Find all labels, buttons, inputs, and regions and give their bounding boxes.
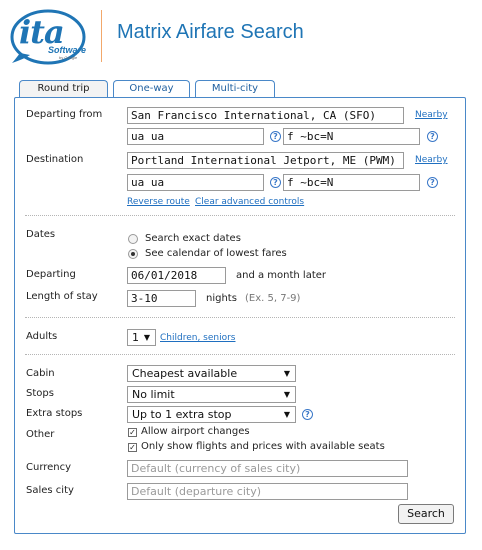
dates-label: Dates bbox=[26, 229, 56, 240]
destination-label: Destination bbox=[26, 154, 84, 165]
logo-text: ita bbox=[19, 13, 64, 51]
header bbox=[0, 0, 482, 70]
tab-one-way[interactable]: One-way bbox=[113, 80, 190, 98]
search-form-panel bbox=[14, 97, 466, 534]
other-label: Other bbox=[26, 429, 55, 440]
stops-label: Stops bbox=[26, 388, 54, 399]
chevron-down-icon: ▼ bbox=[283, 369, 290, 378]
calendar-lowest-fares-radio[interactable] bbox=[128, 249, 138, 259]
clear-advanced-controls-link[interactable]: Clear advanced controls bbox=[195, 197, 305, 207]
chevron-down-icon: ▼ bbox=[283, 410, 290, 419]
adults-select-value: 1 bbox=[132, 331, 139, 344]
destination-nearby-link[interactable]: Nearby bbox=[415, 155, 448, 165]
destination-input[interactable]: Portland International Jetport, ME (PWM) bbox=[127, 152, 404, 169]
departing-from-input[interactable]: San Francisco International, CA (SFO) bbox=[127, 107, 404, 124]
stops-select-value: No limit bbox=[132, 388, 175, 401]
destination-routing-help-icon[interactable]: ? bbox=[270, 177, 281, 188]
departing-date-label: Departing bbox=[26, 269, 76, 280]
cabin-label: Cabin bbox=[26, 368, 55, 379]
allow-airport-changes-label: Allow airport changes bbox=[141, 426, 250, 437]
adults-select[interactable] bbox=[127, 329, 156, 346]
chevron-down-icon: ▼ bbox=[283, 390, 290, 399]
chevron-down-icon: ▼ bbox=[143, 333, 150, 342]
extra-stops-help-icon[interactable]: ? bbox=[302, 409, 313, 420]
search-button[interactable]: Search bbox=[398, 504, 454, 524]
currency-input[interactable]: Default (currency of sales city) bbox=[127, 460, 408, 477]
extra-stops-select[interactable] bbox=[127, 406, 296, 423]
ita-software-logo[interactable] bbox=[10, 7, 90, 65]
cabin-select[interactable] bbox=[127, 365, 296, 382]
stops-select[interactable] bbox=[127, 386, 296, 403]
logo-subtext: Software bbox=[48, 45, 87, 55]
destination-routing-codes-input[interactable]: ua ua bbox=[127, 174, 264, 191]
departing-extension-codes-input[interactable]: f ~bc=N bbox=[283, 128, 420, 145]
departing-date-input[interactable]: 06/01/2018 bbox=[127, 267, 226, 284]
destination-extension-help-icon[interactable]: ? bbox=[427, 177, 438, 188]
search-exact-dates-radio[interactable] bbox=[128, 234, 138, 244]
children-seniors-link[interactable]: Children, seniors bbox=[160, 333, 236, 343]
cabin-select-value: Cheapest available bbox=[132, 367, 238, 380]
search-exact-dates-label: Search exact dates bbox=[145, 233, 241, 244]
length-of-stay-hint: (Ex. 5, 7-9) bbox=[245, 293, 301, 304]
length-of-stay-input[interactable]: 3-10 bbox=[127, 290, 196, 307]
reverse-route-link[interactable]: Reverse route bbox=[127, 197, 190, 207]
extra-stops-label: Extra stops bbox=[26, 408, 83, 419]
destination-extension-codes-input[interactable]: f ~bc=N bbox=[283, 174, 420, 191]
departing-range-text: and a month later bbox=[236, 270, 327, 281]
logo-by-google: by Google bbox=[59, 55, 78, 60]
logo-divider bbox=[101, 10, 102, 62]
departing-routing-help-icon[interactable]: ? bbox=[270, 131, 281, 142]
section-divider bbox=[25, 317, 455, 318]
departing-extension-help-icon[interactable]: ? bbox=[427, 131, 438, 142]
sales-city-label: Sales city bbox=[26, 485, 74, 496]
currency-label: Currency bbox=[26, 462, 72, 473]
section-divider bbox=[25, 215, 455, 216]
tab-multi-city[interactable]: Multi-city bbox=[195, 80, 275, 98]
extra-stops-select-value: Up to 1 extra stop bbox=[132, 408, 232, 421]
allow-airport-changes-checkbox[interactable]: ✓ bbox=[129, 428, 136, 437]
departing-from-label: Departing from bbox=[26, 109, 103, 120]
length-of-stay-label: Length of stay bbox=[26, 291, 98, 302]
available-seats-only-checkbox[interactable]: ✓ bbox=[129, 443, 136, 452]
calendar-lowest-fares-label: See calendar of lowest fares bbox=[145, 248, 287, 259]
nights-unit-label: nights bbox=[206, 293, 237, 304]
adults-label: Adults bbox=[26, 331, 58, 342]
section-divider bbox=[25, 354, 455, 355]
departing-nearby-link[interactable]: Nearby bbox=[415, 110, 448, 120]
tab-round-trip[interactable]: Round trip bbox=[19, 80, 108, 99]
sales-city-input[interactable]: Default (departure city) bbox=[127, 483, 408, 500]
available-seats-only-label: Only show flights and prices with available seats bbox=[141, 441, 385, 452]
page-title: Matrix Airfare Search bbox=[117, 21, 304, 43]
departing-routing-codes-input[interactable]: ua ua bbox=[127, 128, 264, 145]
